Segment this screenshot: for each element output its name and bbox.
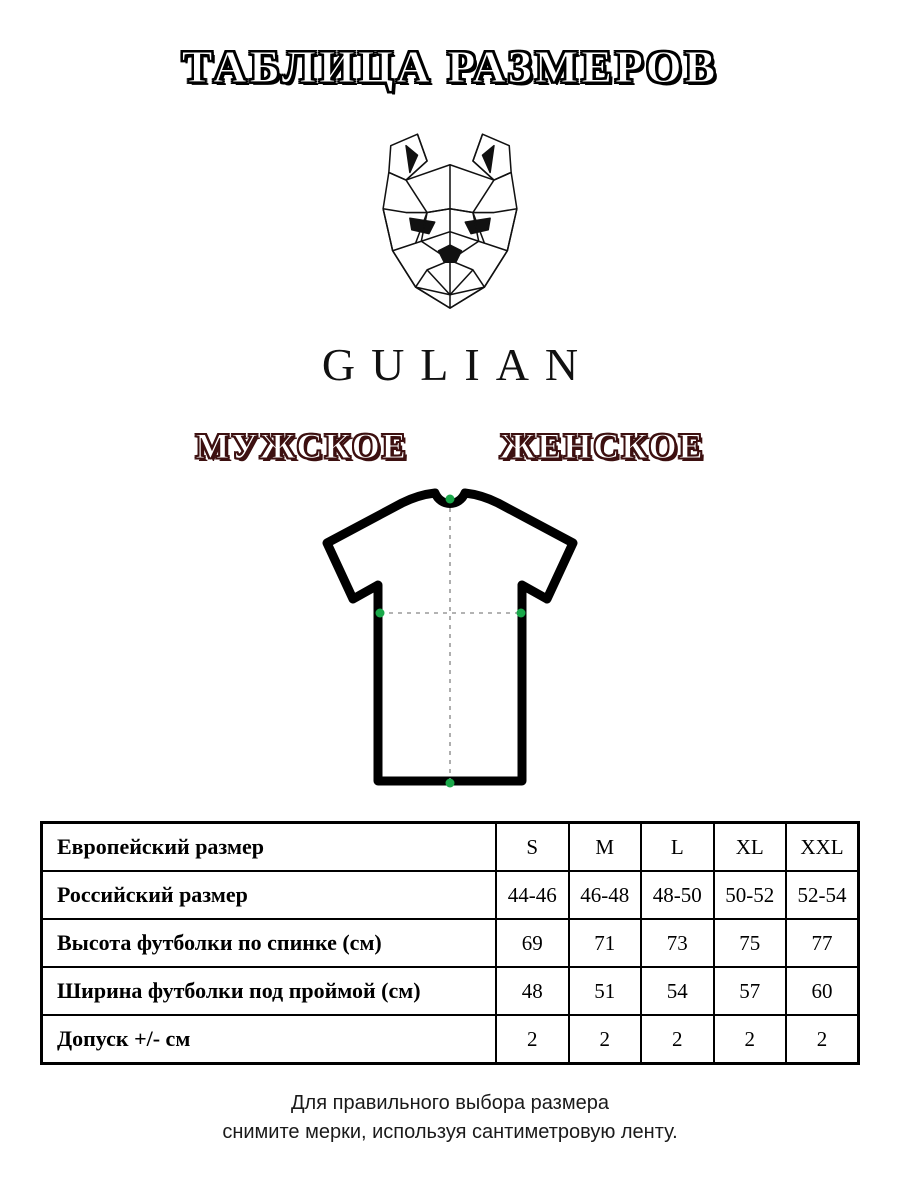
cell-value: 48 xyxy=(496,967,569,1015)
cell-value: 52-54 xyxy=(786,871,859,919)
cell-value: 2 xyxy=(714,1015,787,1064)
cell-value: XXL xyxy=(786,823,859,872)
page-title: ТАБЛИЦА РАЗМЕРОВ xyxy=(181,41,719,92)
row-label: Европейский размер xyxy=(42,823,497,872)
cell-value: XL xyxy=(714,823,787,872)
cell-value: S xyxy=(496,823,569,872)
note-line-1: Для правильного выбора размера xyxy=(291,1092,609,1114)
table-row xyxy=(42,1015,859,1064)
brand-logo xyxy=(0,117,900,391)
table-row xyxy=(42,823,859,872)
cell-value: 71 xyxy=(569,919,642,967)
cell-value: 69 xyxy=(496,919,569,967)
cell-value: L xyxy=(641,823,714,872)
table-row xyxy=(42,919,859,967)
cell-value: 48-50 xyxy=(641,871,714,919)
row-label: Высота футболки по спинке (см) xyxy=(42,919,497,967)
gender-headings xyxy=(0,425,900,467)
row-label: Допуск +/- см xyxy=(42,1015,497,1064)
cell-value: 2 xyxy=(786,1015,859,1064)
cell-value: 60 xyxy=(786,967,859,1015)
geometric-tiger-head-icon xyxy=(335,117,565,332)
tshirt-diagram xyxy=(0,481,900,811)
row-label: Российский размер xyxy=(42,871,497,919)
cell-value: 46-48 xyxy=(569,871,642,919)
heading-women: ЖЕНСКОЕ xyxy=(499,426,705,466)
size-table xyxy=(40,821,860,1065)
heading-men: МУЖСКОЕ xyxy=(195,426,408,466)
table-row xyxy=(42,871,859,919)
row-label: Ширина футболки под проймой (см) xyxy=(42,967,497,1015)
cell-value: 50-52 xyxy=(714,871,787,919)
cell-value: 77 xyxy=(786,919,859,967)
size-table-wrapper xyxy=(40,821,860,1065)
cell-value: 54 xyxy=(641,967,714,1015)
cell-value: 75 xyxy=(714,919,787,967)
cell-value: 73 xyxy=(641,919,714,967)
cell-value: 2 xyxy=(496,1015,569,1064)
table-row xyxy=(42,967,859,1015)
brand-wordmark: GULIAN xyxy=(321,339,595,390)
cell-value: 57 xyxy=(714,967,787,1015)
measurement-note xyxy=(0,1089,900,1147)
note-line-2: снимите мерки, используя сантиметровую ленту. xyxy=(222,1121,678,1143)
cell-value: 44-46 xyxy=(496,871,569,919)
cell-value: 2 xyxy=(641,1015,714,1064)
cell-value: M xyxy=(569,823,642,872)
cell-value: 51 xyxy=(569,967,642,1015)
cell-value: 2 xyxy=(569,1015,642,1064)
